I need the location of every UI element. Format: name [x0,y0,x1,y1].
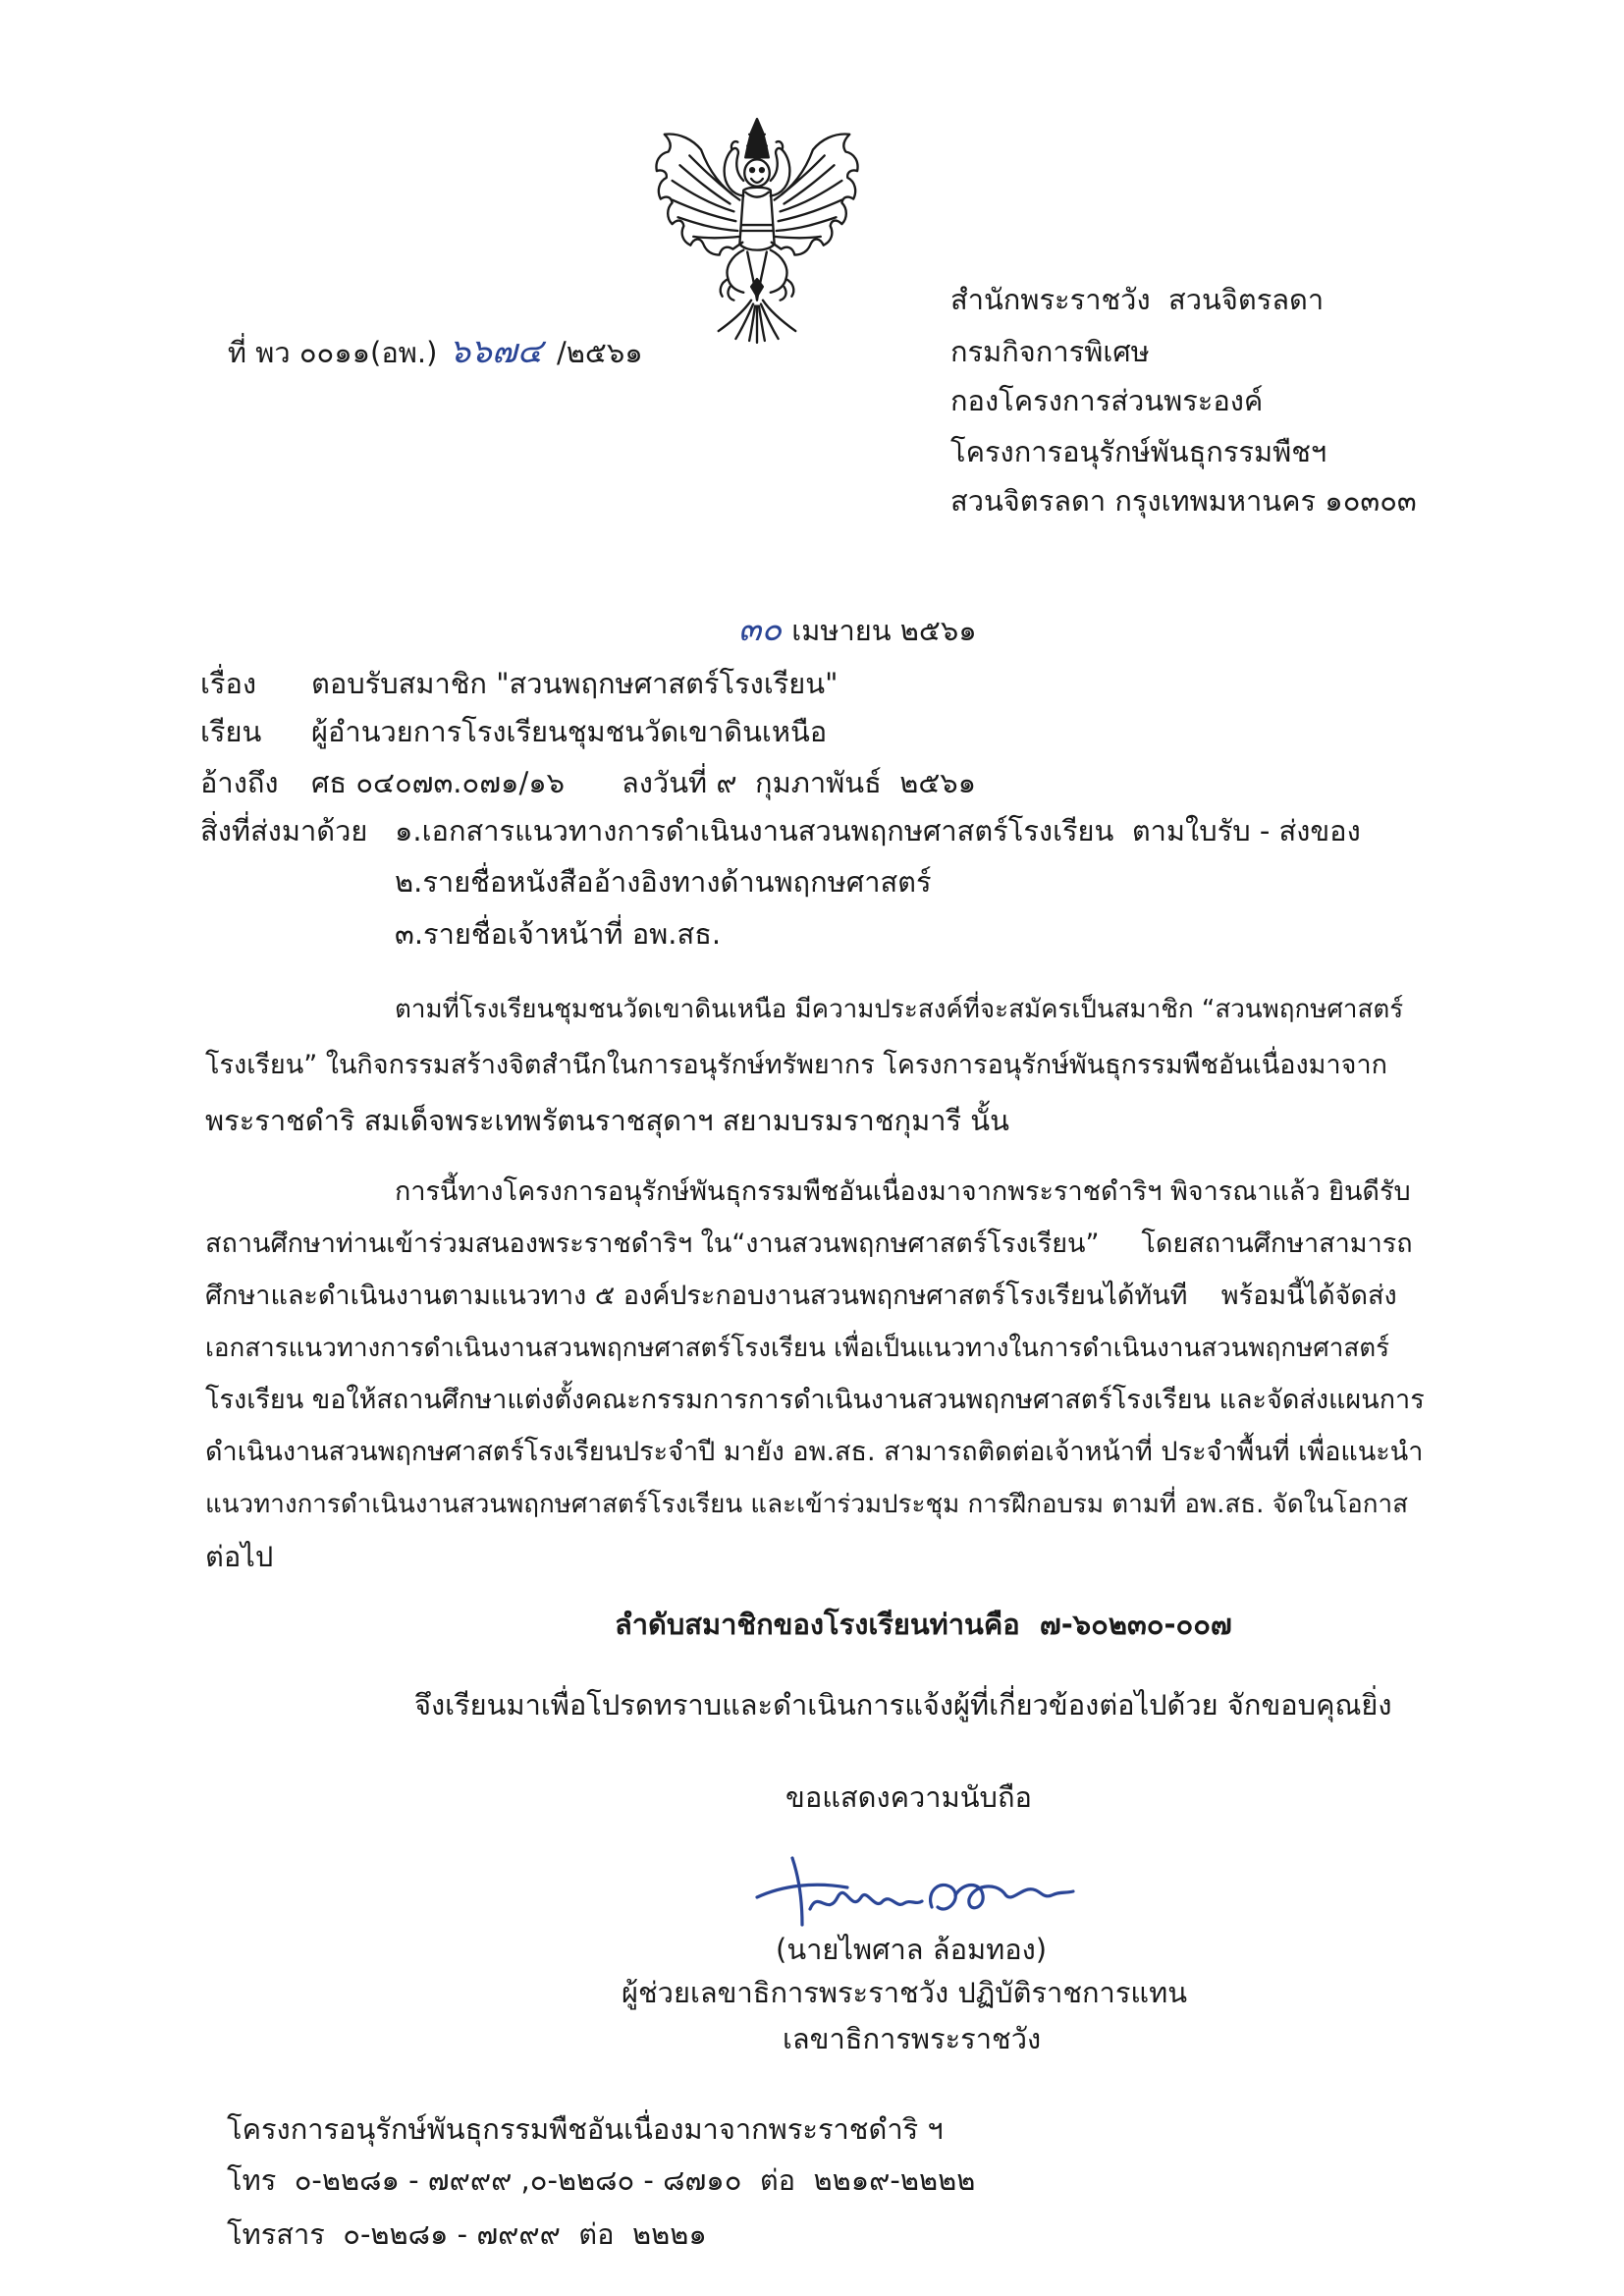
member-number: ลำดับสมาชิกของโรงเรียนท่านคือ ๗-๖๐๒๓๐-๐๐๗ [615,1608,1232,1641]
paragraph-2-line: สถานศึกษาท่านเข้าร่วมสนองพระราชดำริฯ ใน“งานสวนพฤกษศาสตร์โรงเรียน” โดยสถานศึกษาสามารถ [205,1229,1413,1259]
sender-line-project: โครงการอนุรักษ์พันธุกรรมพืชฯ [950,435,1327,468]
paragraph-1-line: โรงเรียน” ในกิจกรรมสร้างจิตสำนึกในการอนุรักษ์ทรัพยากร โครงการอนุรักษ์พันธุกรรมพืชอันเนื่องมาจาก [205,1050,1387,1080]
subject-text: ตอบรับสมาชิก "สวนพฤกษศาสตร์โรงเรียน" [311,667,839,700]
paragraph-1-line: ตามที่โรงเรียนชุมชนวัดเขาดินเหนือ มีความประสงค์ที่จะสมัครเป็นสมาชิก “สวนพฤกษศาสตร์ [395,995,1404,1024]
closing-salutation: ขอแสดงความนับถือ [785,1780,1032,1814]
paragraph-2-line: ต่อไป [205,1540,274,1573]
sender-line-address: สวนจิตรลดา กรุงเทพมหานคร ๑๐๓๐๓ [950,484,1417,518]
reference-doc-date: ลงวันที่ ๙ กุมภาพันธ์ ๒๕๖๑ [622,766,977,799]
sender-line-department: กรมกิจการพิเศษ [950,335,1150,368]
footer-office: โครงการอนุรักษ์พันธุกรรมพืชอันเนื่องมาจากพระราชดำริ ฯ [227,2112,944,2146]
subject-label: เรื่อง [200,667,257,700]
reference-doc-label: อ้างถึง [200,766,279,799]
garuda-emblem-icon [651,117,863,344]
reference-prefix: ที่ พว ๐๐๑๑(อพ.) [227,336,438,369]
enclosures-label: สิ่งที่ส่งมาด้วย [200,814,368,847]
signature-icon [753,1852,1077,1931]
reference-doc-number: ศธ ๐๔๐๗๓.๐๗๑/๑๖ [311,766,566,799]
signer-title: ผู้ช่วยเลขาธิการพระราชวัง ปฏิบัติราชการแทน [622,1976,1188,2009]
paragraph-2-line: เอกสารแนวทางการดำเนินงานสวนพฤกษศาสตร์โรงเรียน เพื่อเป็นแนวทางในการดำเนินงานสวนพฤกษศาสตร์ [205,1334,1390,1363]
sender-line-division: กองโครงการส่วนพระองค์ [950,384,1264,417]
footer-fax: โทรสาร ๐-๒๒๘๑ - ๗๙๙๙ ต่อ ๒๒๒๑ [227,2217,707,2251]
paragraph-1-line: พระราชดำริ สมเด็จพระเทพรัตนราชสุดาฯ สยามบรมราชกุมารี นั้น [205,1104,1009,1137]
signer-name: (นายไพศาล ล้อมทอง) [776,1933,1048,1966]
sender-line-office: สำนักพระราชวัง สวนจิตรลดา [950,283,1325,316]
letter-date [702,568,1213,649]
date-month-year: เมษายน ๒๕๖๑ [791,614,977,647]
date-day-handwritten: ๓๐ [737,610,783,649]
closing-request: จึงเรียนมาเพื่อโปรดทราบและดำเนินการแจ้งผู้ที่เกี่ยวข้องต่อไปด้วย จักขอบคุณยิ่ง [414,1688,1392,1722]
signer-on-behalf-of: เลขาธิการพระราชวัง [783,2022,1042,2055]
paragraph-2-line: โรงเรียน ขอให้สถานศึกษาแต่งตั้งคณะกรรมการการดำเนินงานสวนพฤกษศาสตร์โรงเรียน และจัดส่งแผนการ [205,1385,1425,1415]
paragraph-2-line: แนวทางการดำเนินงานสวนพฤกษศาสตร์โรงเรียน และเข้าร่วมประชุม การฝึกอบรม ตามที่ อพ.สธ. จัดในโอกาส [205,1490,1408,1519]
reference-number-handwritten: ๖๖๗๔ [449,332,543,371]
enclosure-item: ๓.รายชื่อเจ้าหน้าที่ อพ.สธ. [395,917,722,951]
recipient-text: ผู้อำนวยการโรงเรียนชุมชนวัดเขาดินเหนือ [311,715,828,748]
paragraph-2-line: ศึกษาและดำเนินงานตามแนวทาง ๕ องค์ประกอบงานสวนพฤกษศาสตร์โรงเรียนได้ทันที พร้อมนี้ได้จัดส่ง [205,1281,1397,1311]
paragraph-2-line: ดำเนินงานสวนพฤกษศาสตร์โรงเรียนประจำปี มายัง อพ.สธ. สามารถติดต่อเจ้าหน้าที่ ประจำพื้นที่ เพื่อแนะนำ [205,1437,1424,1467]
enclosure-item: ๑.เอกสารแนวทางการดำเนินงานสวนพฤกษศาสตร์โรงเรียน ตามใบรับ - ส่งของ [395,814,1361,847]
enclosure-item: ๒.รายชื่อหนังสืออ้างอิงทางด้านพฤกษศาสตร์ [395,865,932,899]
footer-phone: โทร ๐-๒๒๘๑ - ๗๙๙๙ ,๐-๒๒๘๐ - ๘๗๑๐ ต่อ ๒๒๑๙-๒๒๒๒ [227,2163,976,2197]
reference-line [191,290,645,371]
recipient-label: เรียน [200,715,262,748]
reference-year: /๒๕๖๑ [556,336,643,369]
paragraph-2-line: การนี้ทางโครงการอนุรักษ์พันธุกรรมพืชอันเนื่องมาจากพระราชดำริฯ พิจารณาแล้ว ยินดีรับ [395,1176,1411,1207]
